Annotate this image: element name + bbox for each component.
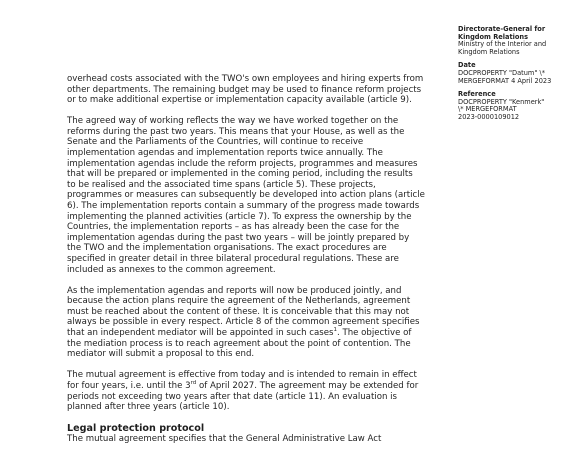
effective-line-2-start: for four years, i.e. until the 3 <box>67 380 191 391</box>
org-line-2: Kingdom Relations <box>458 32 529 41</box>
text-line: The agreed way of working reflects the way we have worked together on the <box>67 116 399 127</box>
org-line-1: Directorate-General for <box>458 25 546 33</box>
section-heading: Legal protection protocol <box>67 423 205 435</box>
mediation-line-text-end: . The objective of <box>336 328 412 339</box>
reference-value-line-3: 2023-0000109012 <box>458 112 520 121</box>
paragraph-overhead-costs <box>67 74 459 106</box>
text-line: because the action plans require the agreement of the Netherlands, agreement <box>67 296 411 307</box>
text-line: overhead costs associated with the TWO's own employees and hiring experts from <box>67 74 424 84</box>
text-line: included as annexes to the common agreement. <box>67 264 276 275</box>
text-line: planned after three years (article 10). <box>67 402 230 413</box>
date-label: Date <box>458 61 476 70</box>
ordinal-suffix: rd <box>190 380 197 387</box>
text-line: that will be prepared or implemented in the coming period, including the results <box>67 169 413 180</box>
reference-label: Reference <box>458 90 496 99</box>
paragraph-effective-date <box>67 370 459 412</box>
effective-line-2-end: of April 2027. The agreement may be extended for <box>196 380 419 391</box>
reference-value-line-2: \* MERGEFORMAT <box>458 105 517 114</box>
text-line: specified in greater detail in three bilateral procedural regulations. These are <box>67 254 399 264</box>
text-line: the mediation process is to reach agreement about the point of contention. The <box>67 338 411 349</box>
text-line: mediator will submit a proposal to this end. <box>67 349 255 360</box>
text-line: other departments. The remaining budget may be used to finance reform projects <box>67 84 422 95</box>
text-line: The mutual agreement specifies that the General Administrative Law Act <box>67 434 382 445</box>
ministry-line-1: Ministry of the Interior and <box>458 40 547 49</box>
effective-line-1: The mutual agreement is effective from today and is intended to remain in effect <box>67 370 417 381</box>
date-block <box>458 62 582 85</box>
text-line: the TWO and the implementation organisations. The exact procedures are <box>67 243 387 254</box>
date-value-line-1: DOCPROPERTY "Datum" \* <box>458 68 545 77</box>
text-line: or to make additional expertise or implementation capacity available (article 9). <box>67 95 412 106</box>
organisation-block <box>458 26 582 56</box>
text-line: As the implementation agendas and reports will now be produced jointly, and <box>67 285 402 296</box>
document-sidebar <box>458 26 582 128</box>
text-line: Senate and the Parliaments of the Countries, will continue to receive <box>67 137 364 148</box>
text-line: programmes or measures can subsequently be developed into action plans (article <box>67 190 425 201</box>
paragraph-mediation-end-lines <box>67 339 411 360</box>
text-line: to be realised and the associated time spans (article 5). These projects, <box>67 179 376 190</box>
reference-block <box>458 91 582 121</box>
text-line: Countries, the implementation reports – as has already been the case for the <box>67 222 400 233</box>
date-value-line-2: MERGEFORMAT 4 April 2023 <box>458 76 552 85</box>
mediation-line-text: that an independent mediator will be appointed in such cases <box>67 328 334 339</box>
text-line: implementation agendas and implementation reports twice annually. The <box>67 148 383 159</box>
paragraph-mediation <box>67 286 459 360</box>
text-line: periods not exceeding two years after that date (article 11). An evaluation is <box>67 391 398 402</box>
text-line: implementing the planned activities (article 7). To express the ownership by the <box>67 211 412 222</box>
footnote-marker: 1 <box>333 327 337 334</box>
paragraph-mediation-lines <box>67 286 420 328</box>
paragraph-legal-protection <box>67 434 459 445</box>
text-line: implementation agendas include the reform projects, programmes and measures <box>67 158 418 169</box>
text-line: implementation agendas during the past two years – will be jointly prepared by <box>67 232 410 243</box>
paragraph-way-of-working <box>67 116 459 275</box>
paragraph-effective-end-lines <box>67 392 397 413</box>
text-line: must be reached about the content of these. It is conceivable that this may not <box>67 306 410 317</box>
text-line: always be possible in every respect. Article 8 of the common agreement specifies <box>67 317 420 328</box>
text-line: 6). The implementation reports contain a summary of the progress made towards <box>67 201 420 212</box>
text-line: reforms during the past two years. This means that your House, as well as the <box>67 126 405 137</box>
ministry-line-2: Kingdom Relations <box>458 47 520 56</box>
reference-value-line-1: DOCPROPERTY "Kenmerk" <box>458 97 545 106</box>
document-body <box>67 74 459 445</box>
